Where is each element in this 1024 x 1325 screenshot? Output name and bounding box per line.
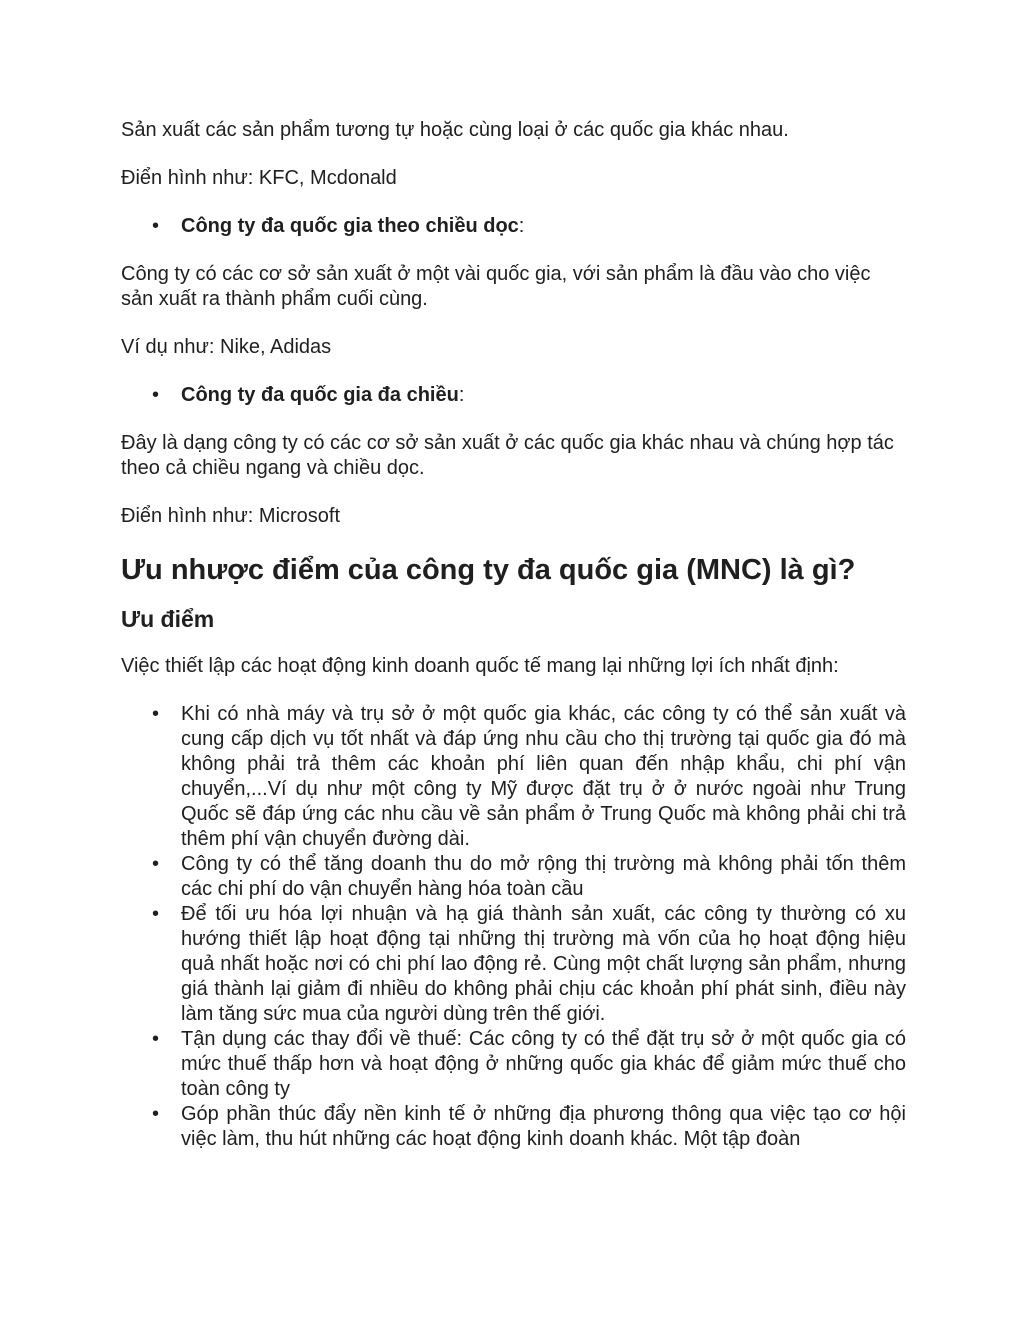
list-item-text: Để tối ưu hóa lợi nhuận và hạ giá thành sản xuất, các công ty thường có xu hướng thiết lập hoạt động tại những thị trường mà vốn của họ hoạt động hiệu quả nhất hoặc nơi có chi phí lao động rẻ. Cùng một chất lượng sản phẩm, nhưng giá thành lại giảm đi nhiều do không phải chịu các khoản phí phát sinh, điều này làm tăng sức mua của người dùng trên thế giới. [181,903,906,1025]
paragraph-advantages-intro: Việc thiết lập các hoạt động kinh doanh quốc tế mang lại những lợi ích nhất định: [121,655,839,677]
paragraph-vertical-desc: Công ty có các cơ sở sản xuất ở một vài quốc gia, với sản phẩm là đầu vào cho việc sản xuất ra thành phẩm cuối cùng. [121,263,871,310]
bullet-multi-label: Công ty đa quốc gia đa chiều [181,384,459,406]
bullet-icon: • [152,1028,160,1050]
document-body [121,118,906,1152]
bullet-icon: • [152,853,160,875]
bullet-icon: • [152,903,160,925]
list-item [121,1102,906,1152]
paragraph-multi-desc: Đây là dạng công ty có các cơ sở sản xuất ở các quốc gia khác nhau và chúng hợp tác theo cả chiều ngang và chiều dọc. [121,432,894,479]
paragraph-multi-example: Điển hình như: Microsoft [121,505,341,527]
list-item [121,702,906,852]
bullet-multi-type [121,383,906,408]
bullet-vertical-label: Công ty đa quốc gia theo chiều dọc [181,215,519,237]
bullet-icon: • [152,1103,160,1125]
list-item-text: Công ty có thể tăng doanh thu do mở rộng thị trường mà không phải tốn thêm các chi phí do vận chuyển hàng hóa toàn cầu [181,853,906,900]
bullet-vertical-type [121,214,906,239]
bullet-colon: : [518,215,525,237]
list-item [121,852,906,902]
list-item-text: Khi có nhà máy và trụ sở ở một quốc gia khác, các công ty có thể sản xuất và cung cấp dịch vụ tốt nhất và đáp ứng nhu cầu cho thị trường tại quốc gia đó mà không phải trả thêm các khoản phí liên quan đến nhập khẩu, chi phí vận chuyển,...Ví dụ như một công ty Mỹ được đặt trụ ở ở nước ngoài như Trung Quốc sẽ đáp ứng các nhu cầu về sản phẩm ở Trung Quốc mà không phải chi trả thêm phí vận chuyển đường dài. [181,703,906,850]
advantages-list [121,702,906,1152]
list-item-text: Góp phần thúc đẩy nền kinh tế ở những địa phương thông qua việc tạo cơ hội việc làm, thu hút những các hoạt động kinh doanh khác. Một tập đoàn [181,1103,906,1150]
list-item [121,1027,906,1102]
bullet-icon: • [152,215,160,237]
list-item-text: Tận dụng các thay đổi về thuế: Các công ty có thể đặt trụ sở ở một quốc gia có mức thuế thấp hơn và hoạt động ở những quốc gia khác để giảm mức thuế cho toàn công ty [181,1028,906,1100]
paragraph-horizontal-desc: Sản xuất các sản phẩm tương tự hoặc cùng loại ở các quốc gia khác nhau. [121,119,789,141]
bullet-icon: • [152,384,160,406]
section-heading: Ưu nhược điểm của công ty đa quốc gia (MNC) là gì? [121,554,856,586]
paragraph-vertical-example: Ví dụ như: Nike, Adidas [121,336,332,358]
list-item [121,902,906,1027]
paragraph-horizontal-example: Điển hình như: KFC, Mcdonald [121,167,397,189]
subsection-heading: Ưu điểm [121,606,215,632]
bullet-colon: : [458,384,465,406]
bullet-icon: • [152,703,160,725]
